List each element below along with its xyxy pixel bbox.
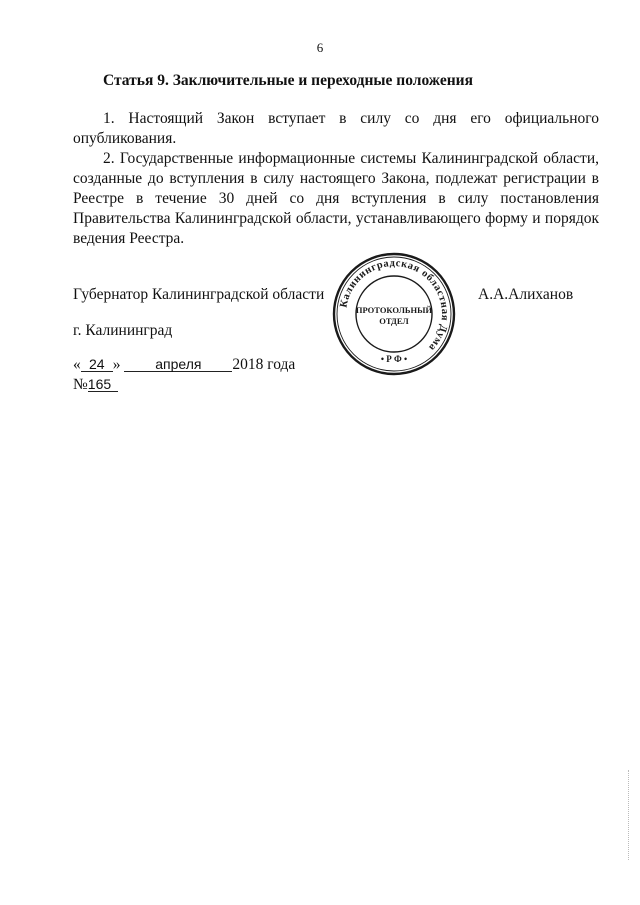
- scan-margin-mark: [628, 770, 633, 860]
- stamp-bottom-text: • Р Ф •: [380, 354, 408, 364]
- number-prefix: №: [73, 376, 88, 393]
- paragraph-1: [73, 109, 599, 149]
- date-month: апреля: [124, 357, 232, 372]
- paragraph-2-line: созданные до вступления в силу настоящего Закона, подлежат регистрации в: [73, 170, 599, 187]
- paragraph-2-line: Правительства Калининградской области, устанавливающего форму и порядок: [73, 210, 599, 227]
- article-heading: Статья 9. Заключительные и переходные положения: [103, 72, 473, 89]
- signing-city: г. Калининград: [73, 322, 173, 339]
- date-open-quote: «: [73, 356, 81, 373]
- date-day: 24: [81, 357, 113, 372]
- stamp-center-line-1: ПРОТОКОЛЬНЫЙ: [355, 305, 433, 315]
- paragraph-1-line: опубликования.: [73, 130, 177, 147]
- paragraph-1-line: 1. Настоящий Закон вступает в силу со дня его официального: [103, 110, 599, 127]
- signer-name: А.А.Алиханов: [478, 286, 574, 303]
- signing-date: [73, 356, 295, 374]
- page-number: 6: [316, 40, 324, 55]
- paragraph-2: [73, 149, 599, 249]
- date-close-quote: »: [112, 356, 121, 373]
- paragraph-2-line: ведения Реестра.: [73, 230, 185, 247]
- stamp-ring-text: Калининградская областная Дума: [338, 257, 451, 354]
- date-year: 2018 года: [232, 356, 296, 373]
- stamp-center-line-2: ОТДЕЛ: [379, 316, 409, 326]
- number-value: 165: [88, 377, 118, 392]
- official-stamp: [330, 250, 458, 378]
- signer-title: Губернатор Калининградской области: [73, 286, 325, 303]
- paragraph-2-line: Реестре в течение 30 дней со дня вступления в силу постановления: [73, 190, 599, 207]
- paragraph-2-line: 2. Государственные информационные системы Калининградской области,: [103, 150, 599, 167]
- law-number: [73, 376, 118, 394]
